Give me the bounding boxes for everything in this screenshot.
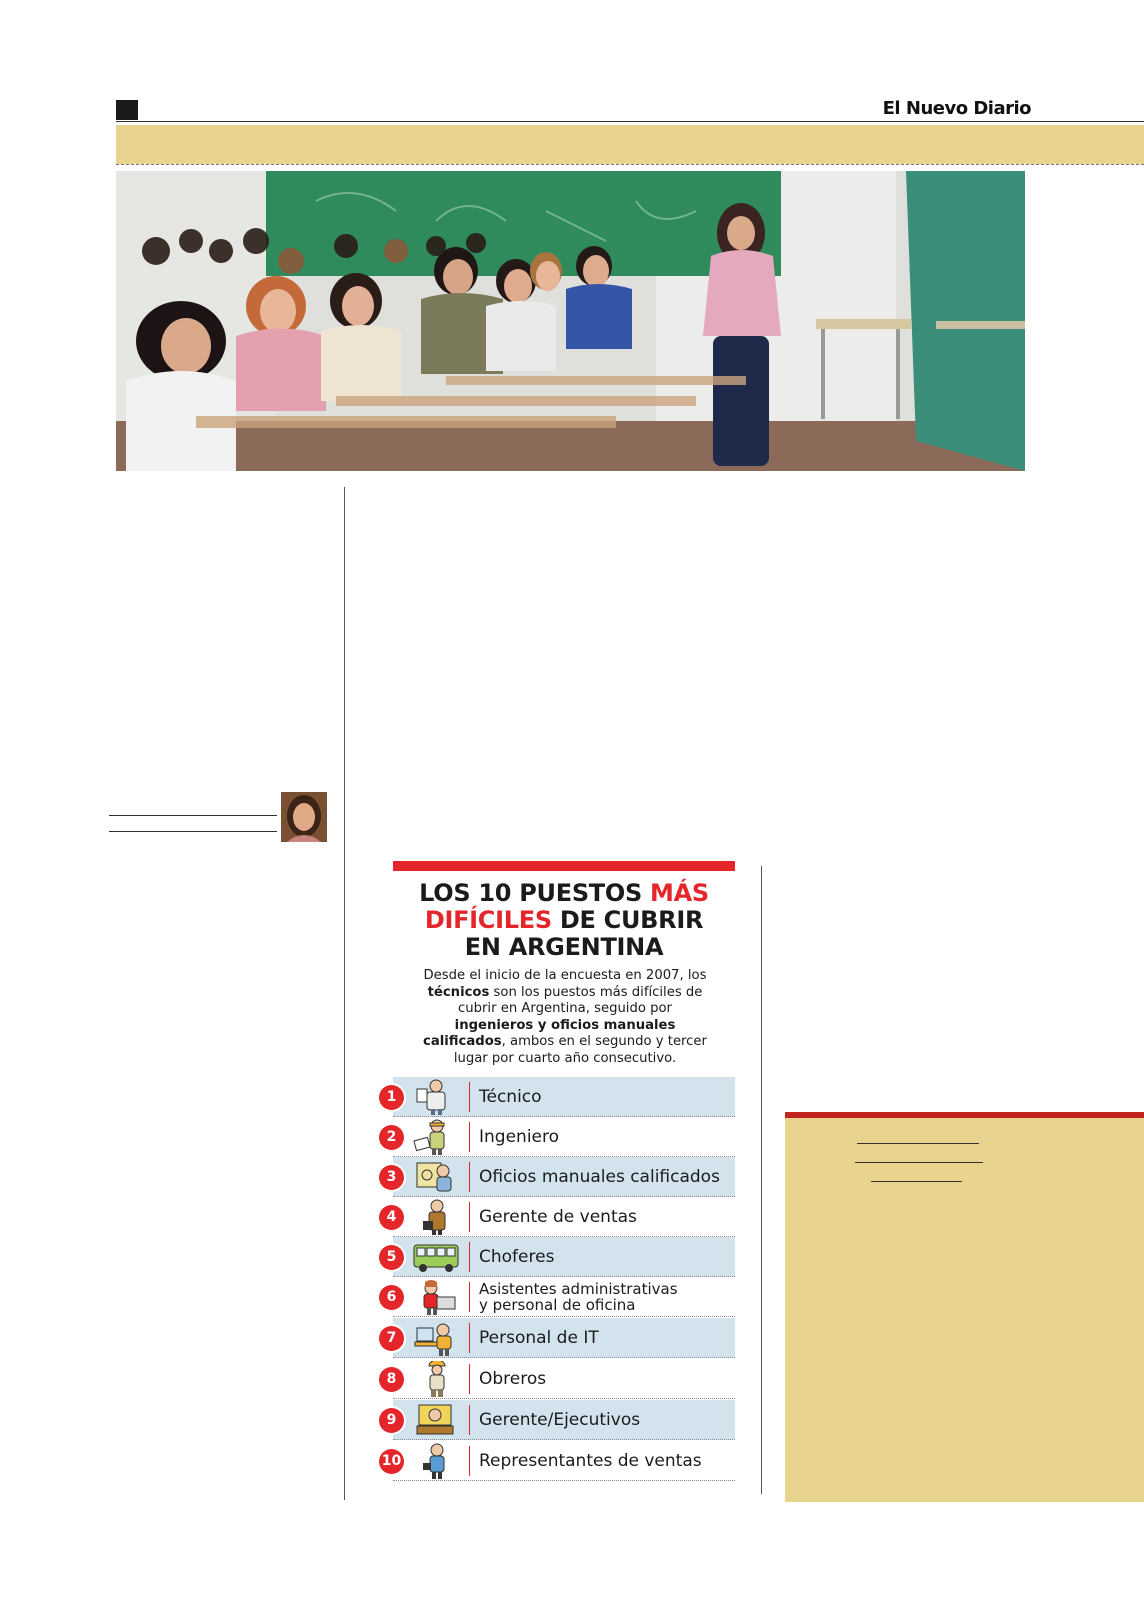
row-separator — [469, 1364, 470, 1394]
ranking-row-10 — [381, 1441, 735, 1481]
section-divider — [116, 164, 1144, 165]
ranking-label: Gerente/Ejecutivos — [479, 1410, 641, 1430]
bus-icon — [413, 1239, 459, 1275]
ranking-label: Ingeniero — [479, 1127, 560, 1147]
ranking-row-3 — [386, 1157, 735, 1197]
row-separator — [469, 1122, 470, 1152]
header-rule — [116, 121, 1144, 122]
page-number-box — [116, 100, 138, 120]
author-rule-bottom — [109, 831, 277, 832]
office-assistant-icon — [413, 1279, 459, 1315]
row-separator — [469, 1162, 470, 1192]
classroom-photo — [116, 171, 1025, 471]
sidebar-line-3 — [871, 1181, 962, 1182]
row-separator — [469, 1082, 470, 1112]
ranking-row-9 — [386, 1400, 735, 1440]
rank-badge: 3 — [379, 1165, 404, 1190]
infographic-top-bar — [393, 861, 735, 871]
ranking-label: Técnico — [479, 1087, 542, 1107]
ranking-row-8 — [386, 1359, 735, 1399]
it-staff-icon — [413, 1320, 459, 1356]
rank-badge: 6 — [379, 1285, 404, 1310]
ranking-row-2 — [386, 1117, 735, 1157]
ranking-label: Oficios manuales calificados — [479, 1167, 720, 1187]
ranking-label-line-2: y personal de oficina — [479, 1296, 636, 1314]
row-separator — [469, 1242, 470, 1272]
ranking-row-7 — [386, 1318, 735, 1358]
ranking-row-6 — [386, 1277, 735, 1317]
ranking-row-5 — [386, 1237, 735, 1277]
ranking-label: Gerente de ventas — [479, 1207, 637, 1227]
ranking-label: Choferes — [479, 1247, 555, 1267]
infographic-description: Desde el inicio de la encuesta en 2007, los técnicos son los puestos más difíciles de cubrir en Argentina, seguido por ingenieros y oficios manuales calificados, ambos en el segundo y tercer lugar por cuarto año consecutivo. — [423, 968, 707, 1066]
worker-icon — [413, 1361, 459, 1397]
sales-manager-icon — [413, 1199, 459, 1235]
executive-icon — [413, 1402, 459, 1438]
rank-badge: 5 — [379, 1245, 404, 1270]
rank-badge: 2 — [379, 1125, 404, 1150]
author-avatar — [281, 792, 327, 842]
classroom-illustration — [116, 171, 1025, 471]
sidebar-line-1 — [857, 1143, 979, 1144]
rank-badge: 7 — [379, 1326, 404, 1351]
row-divider — [393, 1357, 735, 1358]
sales-rep-icon — [413, 1443, 459, 1479]
row-divider — [393, 1316, 735, 1317]
ranking-row-1 — [386, 1077, 735, 1117]
row-separator — [469, 1323, 470, 1353]
ranking-row-4 — [386, 1197, 735, 1237]
row-separator — [469, 1405, 470, 1435]
title-line-1: LOS 10 PUESTOS MÁS — [419, 879, 709, 907]
ranking-label: Representantes de ventas — [479, 1451, 702, 1471]
sidebar-box — [785, 1118, 1144, 1502]
title-line-3: EN ARGENTINA — [464, 933, 664, 961]
sidebar-line-2 — [855, 1162, 983, 1163]
column-rule-right — [761, 866, 762, 1494]
row-divider — [393, 1398, 735, 1399]
masthead: El Nuevo Diario — [882, 98, 1031, 119]
rank-badge: 9 — [379, 1408, 404, 1433]
rank-badge: 4 — [379, 1205, 404, 1230]
technician-icon — [413, 1079, 459, 1115]
ranking-label: Personal de IT — [479, 1328, 599, 1348]
ranking-label: Obreros — [479, 1369, 547, 1389]
rank-badge: 1 — [379, 1085, 404, 1110]
engineer-icon — [413, 1119, 459, 1155]
row-separator — [469, 1282, 470, 1312]
rank-badge: 8 — [379, 1367, 404, 1392]
title-line-2: DIFÍCILES DE CUBRIR — [424, 906, 704, 934]
row-divider — [393, 1480, 735, 1481]
ranking-label-line-1: Asistentes administrativas — [479, 1280, 678, 1298]
infographic-title — [390, 880, 738, 961]
author-rule-top — [109, 815, 277, 816]
section-band — [116, 125, 1144, 164]
craftsman-icon — [413, 1159, 459, 1195]
column-rule-left — [344, 487, 345, 1500]
ranking-label — [479, 1277, 678, 1317]
rank-badge: 10 — [379, 1449, 404, 1474]
row-divider — [393, 1439, 735, 1440]
row-separator — [469, 1446, 470, 1476]
row-separator — [469, 1202, 470, 1232]
